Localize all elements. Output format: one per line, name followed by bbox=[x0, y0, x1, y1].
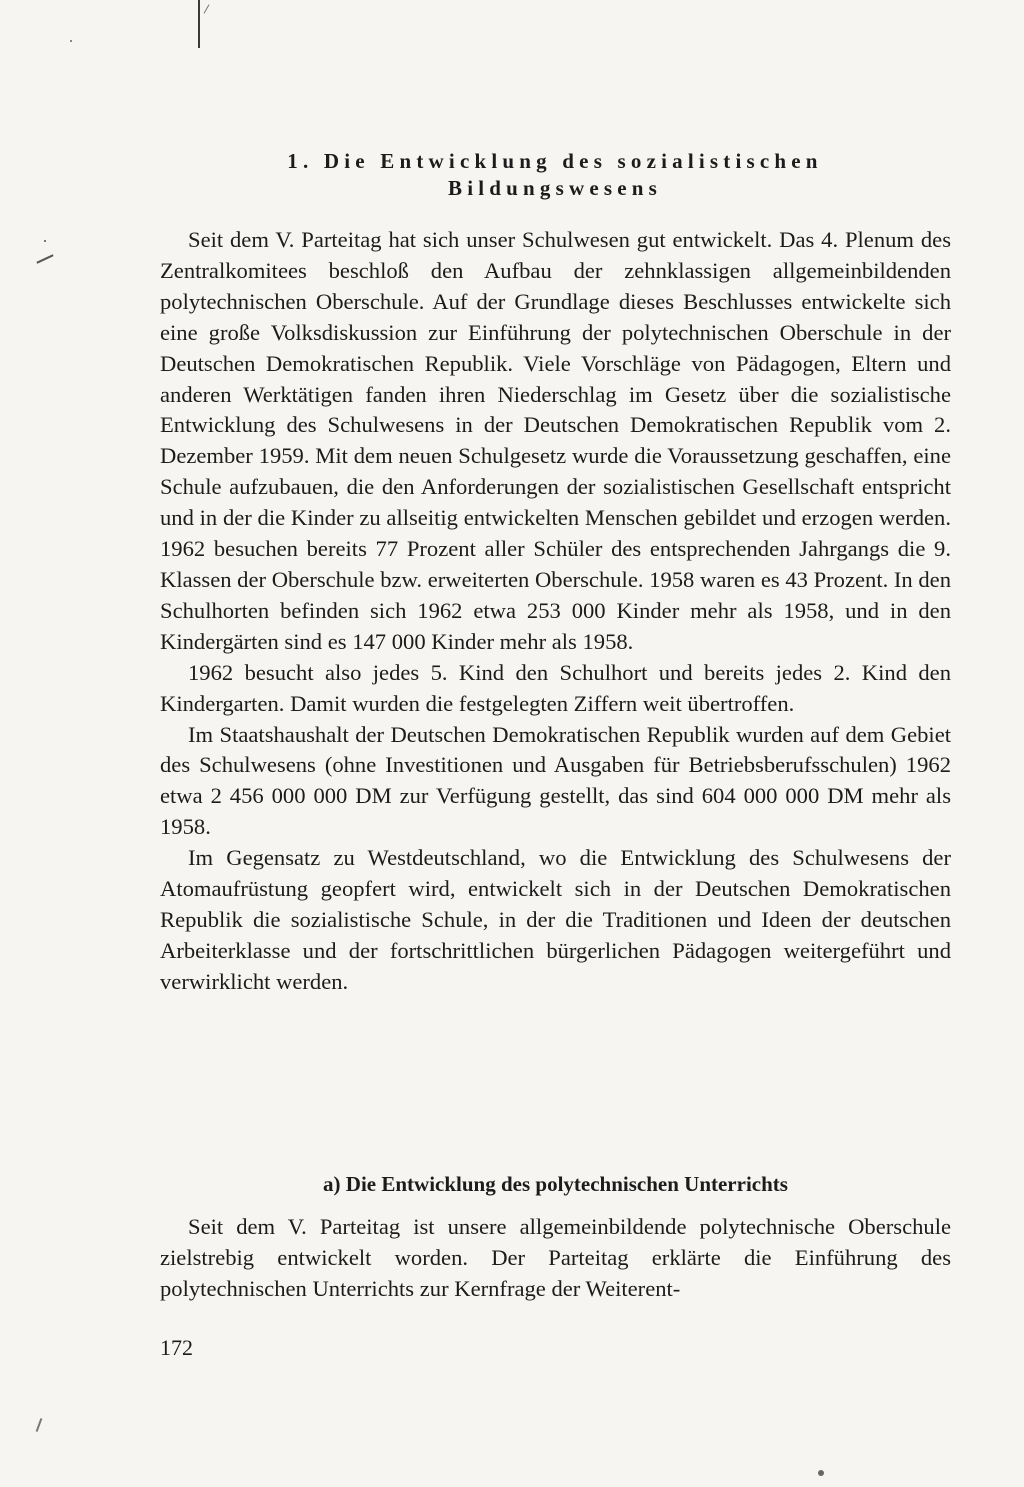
section-heading bbox=[160, 148, 950, 202]
paragraph: Seit dem V. Parteitag hat sich unser Schulwesen gut entwickelt. Das 4. Plenum des Zentralkomitees beschloß den Aufbau der zehnklassigen allgemeinbildenden polytechnischen Oberschule. Auf der Grundlage dieses Beschlusses entwickelte sich eine große Volksdiskussion zur Einführung der polytechnischen Oberschule in der Deutschen Demokratischen Republik. Viele Vorschläge von Pädagogen, Eltern und anderen Werktätigen fanden ihren Niederschlag im Gesetz über die sozialistische Entwicklung des Schulwesens in der Deutschen Demokratischen Republik vom 2. Dezember 1959. Mit dem neuen Schulgesetz wurde die Voraussetzung geschaffen, eine Schule aufzubauen, die den Anforderungen der sozialistischen Gesellschaft entspricht und in der die Kinder zu allseitig entwickelten Menschen gebildet und erzogen werden. 1962 besuchen bereits 77 Prozent aller Schüler des entsprechenden Jahrgangs die 9. Klassen der Oberschule bzw. erweiterten Oberschule. 1958 waren es 43 Prozent. In den Schulhorten befinden sich 1962 etwa 253 000 Kinder mehr als 1958, und in den Kindergärten sind es 147 000 Kinder mehr als 1958. bbox=[160, 227, 951, 654]
scan-artifact-dot bbox=[818, 1470, 824, 1476]
scan-artifact-tick bbox=[204, 4, 210, 13]
scan-artifact-stroke bbox=[36, 254, 53, 263]
subsection-heading: a) Die Entwicklung des polytechnischen Unterrichts bbox=[323, 1172, 788, 1196]
section-heading-line-1: 1. Die Entwicklung des sozialistischen bbox=[287, 149, 823, 173]
scan-artifact-stroke bbox=[36, 1418, 43, 1432]
section-body bbox=[160, 225, 951, 998]
paragraph: 1962 besucht also jedes 5. Kind den Schulhort und bereits jedes 2. Kind den Kindergarten. Damit wurden die festgelegten Ziffern weit übertroffen. bbox=[160, 659, 951, 716]
scan-artifact-dot bbox=[70, 40, 72, 42]
subsection-body bbox=[160, 1212, 951, 1305]
section-heading-line-2: Bildungswesens bbox=[447, 176, 663, 200]
page-number: 172 bbox=[160, 1335, 193, 1360]
scan-artifact-dot bbox=[44, 240, 46, 242]
paragraph: Seit dem V. Parteitag ist unsere allgemeinbildende polytechnische Oberschule zielstrebig entwickelt worden. Der Parteitag erklärte die Einführung des polytechnischen Unterrichts zur Kernfrage der Weiterent- bbox=[160, 1214, 951, 1301]
paragraph: Im Staatshaushalt der Deutschen Demokratischen Republik wurden auf dem Gebiet des Schulwesens (ohne Investitionen und Ausgaben für Betriebsberufsschulen) 1962 etwa 2 456 000 000 DM zur Verfügung gestellt, das sind 604 000 000 DM mehr als 1958. bbox=[160, 721, 951, 840]
paragraph: Im Gegensatz zu Westdeutschland, wo die Entwicklung des Schulwesens der Atomaufrüstung geopfert wird, entwickelt sich in der Deutschen Demokratischen Republik die sozialistische Schule, in der die Traditionen und Ideen der deutschen Arbeiterklasse und der fortschrittlichen bürgerlichen Pädagogen weitergeführt und verwirklicht werden. bbox=[160, 845, 951, 994]
scan-artifact-line bbox=[198, 0, 200, 48]
